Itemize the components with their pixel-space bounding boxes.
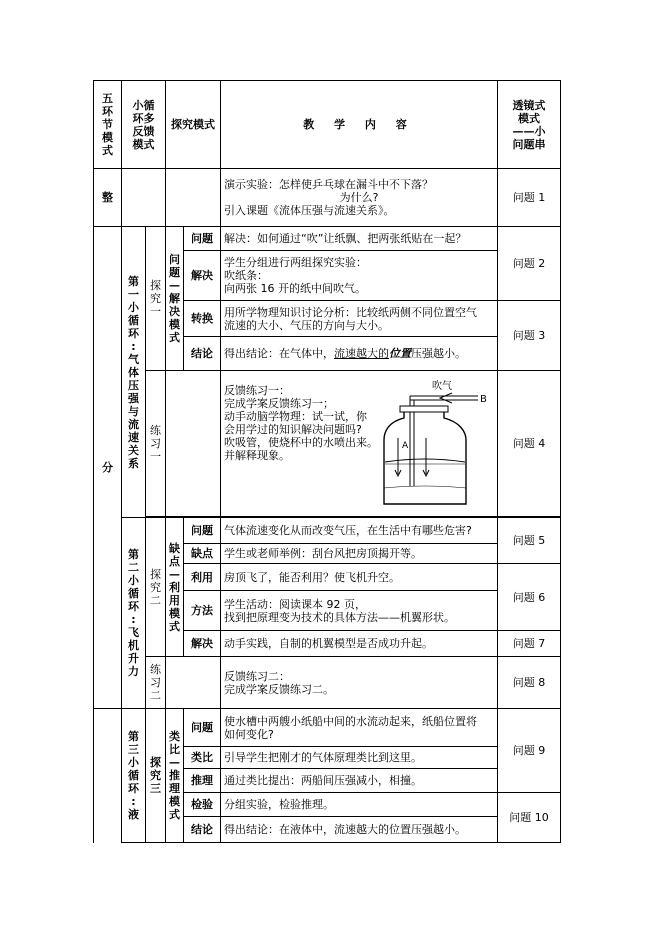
stage-fen-continued	[94, 709, 122, 843]
question-label: 问题 7	[498, 631, 561, 657]
flask-blowing-figure	[380, 378, 490, 510]
step-name: 检验	[184, 793, 221, 817]
header-small-cycle-mode: 小循 环多 反馈 模式	[122, 81, 166, 169]
header-row	[94, 81, 561, 169]
step-name: 结论	[184, 817, 221, 843]
figure-b-label: B	[480, 393, 487, 405]
intro-question: 问题 1	[498, 169, 561, 227]
stage-fen: 分	[94, 227, 122, 709]
header-five-stage-mode: 五 环 节 模 式	[94, 81, 122, 169]
practice-empty-cell	[166, 371, 221, 517]
practice-empty-cell	[166, 657, 221, 709]
step-content: 气体流速变化从而改变气压，在生活中有哪些危害?	[221, 518, 498, 544]
step-name: 问题	[184, 518, 221, 544]
c3-row-question	[94, 709, 561, 747]
intro-empty-cell	[122, 169, 166, 227]
step-name: 方法	[184, 591, 221, 631]
water-surface	[385, 459, 465, 462]
step-name: 结论	[184, 337, 221, 371]
question-label: 问题 3	[498, 301, 561, 371]
flask-outline	[384, 410, 466, 504]
lesson-table	[93, 80, 561, 843]
figure-a-label: A	[402, 440, 409, 451]
step-name: 类比	[184, 747, 221, 769]
cycle1-label: 第 一 小 循 环 : 气 体 压 强 与 流 速 关 系	[122, 227, 146, 518]
cycle3-mode: 类 比 — 推 理 模 式	[166, 709, 184, 843]
c1-row-question	[94, 227, 561, 251]
intro-empty-cell	[166, 169, 221, 227]
step-name: 解决	[184, 631, 221, 657]
feedback-content: 反馈练习二： 完成学案反馈练习二。	[221, 657, 498, 709]
header-probe-mode: 探究模式	[166, 81, 221, 169]
intro-row	[94, 169, 561, 227]
intro-content: 演示实验：怎样使乒乓球在漏斗中不下落？ 为什么? 引入课题《流体压强与流速关系》。	[221, 169, 498, 227]
cycle2-probe: 探 究 二	[146, 518, 166, 657]
c2-row-question	[94, 518, 561, 544]
step-content: 得出结论：在气体中，流速越大的位置压强越小。	[221, 337, 498, 371]
step-name: 利用	[184, 564, 221, 591]
flask-base-line	[384, 486, 466, 488]
question-label: 问题 6	[498, 564, 561, 631]
step-content: 动手实践，自制的机翼模型是否成功升起。	[221, 631, 498, 657]
question-label: 问题 2	[498, 227, 561, 301]
step-name: 缺点	[184, 544, 221, 564]
step-content: 引导学生把刚才的气体原理类比到这里。	[221, 747, 498, 769]
flask-stopper	[400, 406, 448, 412]
step-content: 学生分组进行两组探究实验： 吹纸条： 向两张 16 开的纸中间吹气。	[221, 251, 498, 301]
step-content: 使水槽中两艘小纸船中间的水流动起来，纸船位置将 如何变化?	[221, 709, 498, 747]
step-name: 推理	[184, 769, 221, 793]
c2-row-feedback	[94, 657, 561, 709]
practice-one: 练 习 一	[146, 371, 166, 517]
step-content: 通过类比提出：两船间压强减小，相撞。	[221, 769, 498, 793]
question-label: 问题 8	[498, 657, 561, 709]
cycle1-mode: 问 题 — 解 决 模 式	[166, 227, 184, 371]
header-lens-mode: 透镜式 模式 ——小 问题串	[498, 81, 561, 169]
step-content: 房顶飞了，能否利用？使飞机升空。	[221, 564, 498, 591]
step-content: 学生或老师举例：刮台风把房顶揭开等。	[221, 544, 498, 564]
figure-blow-label: 吹气	[432, 380, 452, 392]
cycle1-probe: 探 究 一	[146, 227, 166, 371]
feedback-content: 吹气 B A 反馈练习一： 完成学案反馈练习一； 动手动脑学物理：试一试，你 会用学过的知识解决问题吗? 吹吸管，使烧杯中的水喷出来。 并解释现象。	[221, 371, 498, 517]
question-label: 问题 10	[498, 793, 561, 843]
step-content: 得出结论：在液体中，流速越大的位置压强越小。	[221, 817, 498, 843]
step-content: 解决：如何通过“吹”让纸飘、把两张纸贴在一起？	[221, 227, 498, 251]
blow-arrow-icon	[440, 393, 452, 403]
question-label: 问题 5	[498, 518, 561, 564]
cycle3-probe: 探 究 三	[146, 709, 166, 843]
step-content: 学生活动：阅读课本 92 页， 找到把原理变为技术的具体方法——机翼形状。	[221, 591, 498, 631]
c1-row-feedback	[94, 371, 561, 517]
step-content: 用所学物理知识讨论分析：比较纸两侧不同位置空气 流速的大小、气压的方向与大小。	[221, 301, 498, 337]
step-name: 问题	[184, 227, 221, 251]
header-teaching-content: 教 学 内 容	[221, 81, 498, 169]
cycle3-label: 第 三 小 循 环 : 液	[122, 709, 146, 843]
step-name: 问题	[184, 709, 221, 747]
cycle2-mode: 缺 点 — 利 用 模 式	[166, 518, 184, 657]
question-label: 问题 9	[498, 709, 561, 793]
step-name: 转换	[184, 301, 221, 337]
practice-two: 练 习 二	[146, 657, 166, 709]
step-content: 分组实验，检验推理。	[221, 793, 498, 817]
step-name: 解决	[184, 251, 221, 301]
stage-zheng: 整	[94, 169, 122, 227]
question-label: 问题 4	[498, 371, 561, 517]
cycle2-label: 第 二 小 循 环 : 飞 机 升 力	[122, 518, 146, 709]
